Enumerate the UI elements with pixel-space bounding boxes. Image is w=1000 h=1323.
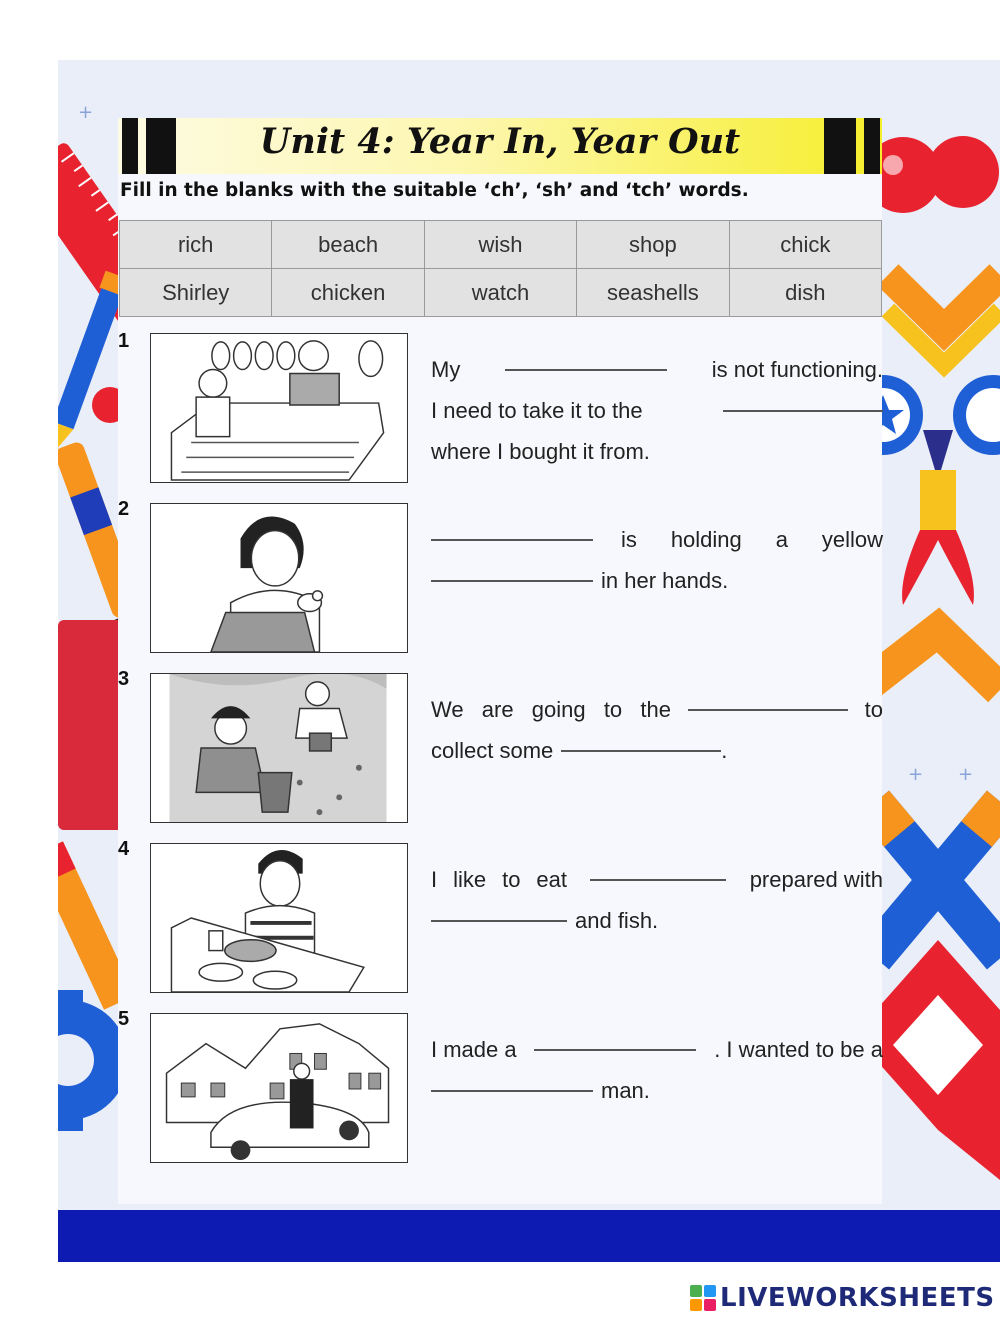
title-stripe: [864, 118, 880, 174]
children-at-beach-illustration: [151, 674, 407, 822]
answer-blank[interactable]: [431, 1090, 593, 1092]
mansion-picture: [150, 1013, 408, 1163]
answer-blank[interactable]: [723, 410, 883, 412]
question-text: in her hands.: [601, 568, 729, 593]
question-word: a: [775, 527, 788, 552]
question-number: 2: [118, 498, 130, 520]
watch-shop-illustration: [151, 334, 407, 482]
answer-blank[interactable]: [431, 580, 593, 582]
word-bank-cell: seashells: [577, 269, 729, 317]
answer-blank[interactable]: [590, 879, 726, 881]
question-word: eat: [536, 867, 567, 892]
answer-blank[interactable]: [688, 709, 848, 711]
liveworksheets-logo[interactable]: [690, 1283, 995, 1313]
word-bank-cell: beach: [272, 221, 424, 269]
question-number: 4: [118, 838, 130, 860]
answer-blank[interactable]: [561, 750, 721, 752]
instruction-text: Fill in the blanks with the suitable ‘ch’, ‘sh’ and ‘tch’ words.: [120, 180, 749, 201]
question-text: collect some: [431, 738, 554, 763]
question-4-text: [431, 859, 883, 941]
word-bank-cell: shop: [577, 221, 729, 269]
question-5-text: [431, 1029, 883, 1111]
word-bank-table: [119, 220, 882, 317]
question-text: [431, 689, 671, 730]
question-word: going: [531, 697, 586, 722]
question-text: prepared with: [749, 867, 883, 892]
question-number: 5: [118, 1008, 130, 1030]
word-bank-cell: dish: [729, 269, 881, 317]
question-number: 3: [118, 668, 130, 690]
beach-picture: [150, 673, 408, 823]
question-word: yellow: [821, 527, 883, 552]
question-word: are: [481, 697, 514, 722]
title-stripe: [824, 118, 856, 174]
word-bank-row: [120, 269, 882, 317]
rich-man-mansion-illustration: [151, 1014, 407, 1162]
question-number: 1: [118, 330, 130, 352]
watch-shop-picture: [150, 333, 408, 483]
question-text: I made a: [431, 1037, 517, 1062]
svg-text:+: +: [78, 102, 94, 123]
question-text: and fish.: [575, 908, 659, 933]
boy-eating-illustration: [151, 844, 407, 992]
liveworksheets-logo-icon: [690, 1285, 716, 1311]
question-word: to: [502, 867, 521, 892]
question-text: is not functioning.: [711, 357, 883, 382]
word-bank-cell: rich: [120, 221, 272, 269]
red-diamond-decoration: [876, 940, 1000, 1180]
question-word: is: [621, 527, 637, 552]
question-2-text: [431, 519, 883, 601]
svg-text:+: +: [958, 764, 974, 785]
rocket-decoration: [902, 430, 974, 605]
answer-blank[interactable]: [534, 1049, 696, 1051]
word-bank-cell: Shirley: [120, 269, 272, 317]
question-word: holding: [670, 527, 742, 552]
question-word: to: [603, 697, 623, 722]
question-text: man.: [601, 1078, 650, 1103]
word-bank-cell: wish: [424, 221, 576, 269]
question-word: the: [640, 697, 671, 722]
question-text: I need to take it to the: [431, 398, 643, 423]
answer-blank[interactable]: [431, 920, 567, 922]
girl-chick-picture: [150, 503, 408, 653]
bottom-bar: [58, 1210, 1000, 1262]
question-text: where I bought it from.: [431, 439, 650, 464]
answer-blank[interactable]: [505, 369, 667, 371]
question-word: like: [453, 867, 487, 892]
question-3-text: [431, 689, 883, 771]
word-bank-cell: chicken: [272, 269, 424, 317]
question-word: I: [431, 867, 438, 892]
question-text: .: [721, 738, 728, 763]
page-title: Unit 4: Year In, Year Out: [259, 121, 741, 162]
question-text: [621, 519, 883, 560]
title-stripe: [146, 118, 176, 174]
brand-name: LIVEWORKSHEETS: [720, 1283, 995, 1313]
svg-text:+: +: [908, 764, 924, 785]
eating-picture: [150, 843, 408, 993]
title-stripe: [122, 118, 138, 174]
question-text: to: [864, 697, 883, 722]
apples-decoration: [865, 136, 999, 213]
word-bank-row: [120, 221, 882, 269]
word-bank-cell: watch: [424, 269, 576, 317]
word-bank-cell: chick: [729, 221, 881, 269]
girl-holding-chick-illustration: [151, 504, 407, 652]
answer-blank[interactable]: [431, 539, 593, 541]
question-text: [431, 859, 567, 900]
question-text: My: [431, 357, 461, 382]
question-text: . I wanted to be a: [714, 1037, 883, 1062]
question-word: We: [431, 697, 464, 722]
question-1-text: [431, 349, 883, 472]
